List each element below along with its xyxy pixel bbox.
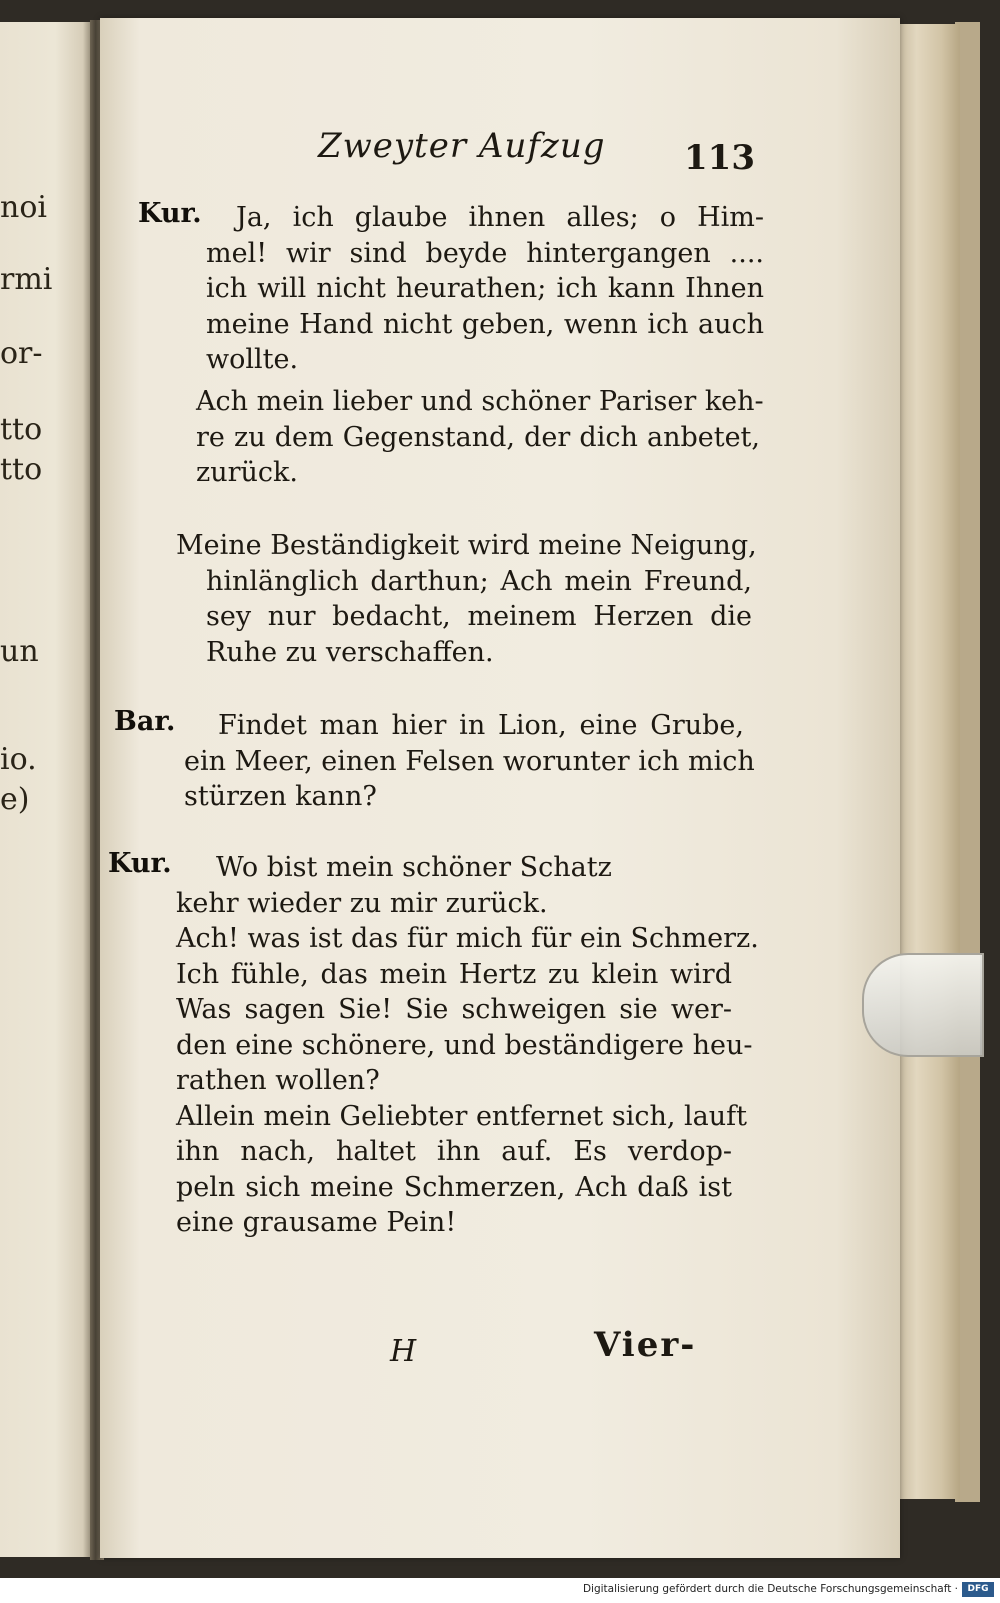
running-title: Zweyter Aufzug <box>318 126 606 166</box>
text-line: Meine Beständigkeit wird meine Neigung, <box>176 530 757 561</box>
left-page-text <box>0 22 92 1557</box>
text-line: hinlänglich darthun; Ach mein Freund, <box>206 565 752 597</box>
text-line: Ja, ich glaube ihnen alles; o Him- <box>236 202 764 233</box>
text-line: wollte. <box>206 344 299 375</box>
text-line: meine Hand nicht geben, wenn ich auch <box>206 308 764 340</box>
left-fragment: or- <box>0 336 43 371</box>
speaker-label: Bar. <box>114 706 176 737</box>
speaker-label: Kur. <box>138 198 202 229</box>
left-fragment: io. <box>0 742 37 777</box>
left-fragment: e) <box>0 782 30 817</box>
text-line: Findet man hier in Lion, eine Grube, <box>218 710 744 741</box>
text-line: Was sagen Sie! Sie schweigen sie wer- <box>176 994 732 1025</box>
speech-block <box>176 850 759 1241</box>
text-line: Ach! was ist das für mich für ein Schmerz. <box>176 923 759 954</box>
left-fragment: un <box>0 634 39 669</box>
speech-block <box>176 528 757 670</box>
left-fragment: tto <box>0 452 43 487</box>
speech-block <box>184 708 755 815</box>
left-fragment: tto <box>0 412 43 447</box>
text-line: zurück. <box>196 457 298 488</box>
text-line: Ach mein lieber und schöner Pariser keh- <box>196 386 764 417</box>
text-line: stürzen kann? <box>184 781 377 812</box>
text-line: Allein mein Geliebter entfernet sich, lauft <box>176 1100 747 1132</box>
signature-mark: H <box>390 1334 417 1369</box>
page-number: 113 <box>684 138 755 178</box>
page-edges <box>898 24 960 1499</box>
text-line: mel! wir sind beyde hintergangen .... <box>206 237 764 269</box>
text-line: kehr wieder zu mir zurück. <box>176 887 548 919</box>
left-fragment: noi <box>0 190 47 225</box>
text-line: rathen wollen? <box>176 1065 380 1096</box>
text-line: ihn nach, haltet ihn auf. Es verdop- <box>176 1136 732 1167</box>
speech-block <box>206 200 764 378</box>
left-fragment: rmi <box>0 262 53 297</box>
left-page <box>0 22 92 1557</box>
text-line: ein Meer, einen Felsen worunter ich mich <box>184 745 755 777</box>
text-line: den eine schönere, und beständigere heu- <box>176 1029 753 1061</box>
text-line: Wo bist mein schöner Schatz <box>216 852 612 883</box>
speaker-label: Kur. <box>108 848 172 879</box>
plastic-clip <box>862 953 984 1057</box>
funding-credit: Digitalisierung gefördert durch die Deutsche Forschungsgemeinschaft · <box>582 1583 958 1595</box>
text-line: Ruhe zu verschaffen. <box>206 636 494 668</box>
text-line: eine grausame Pein! <box>176 1207 457 1238</box>
text-line: peln sich meine Schmerzen, Ach daß ist <box>176 1171 732 1203</box>
text-line: Ich fühle, das mein Hertz zu klein wird <box>176 958 732 990</box>
speech-block <box>196 384 764 491</box>
text-line: ich will nicht heurathen; ich kann Ihnen <box>206 273 764 304</box>
text-line: re zu dem Gegenstand, der dich anbetet, <box>196 421 760 453</box>
text-line: sey nur bedacht, meinem Herzen die <box>206 601 752 632</box>
catchword: Vier- <box>594 1325 697 1365</box>
dfg-logo: DFG <box>962 1582 994 1597</box>
